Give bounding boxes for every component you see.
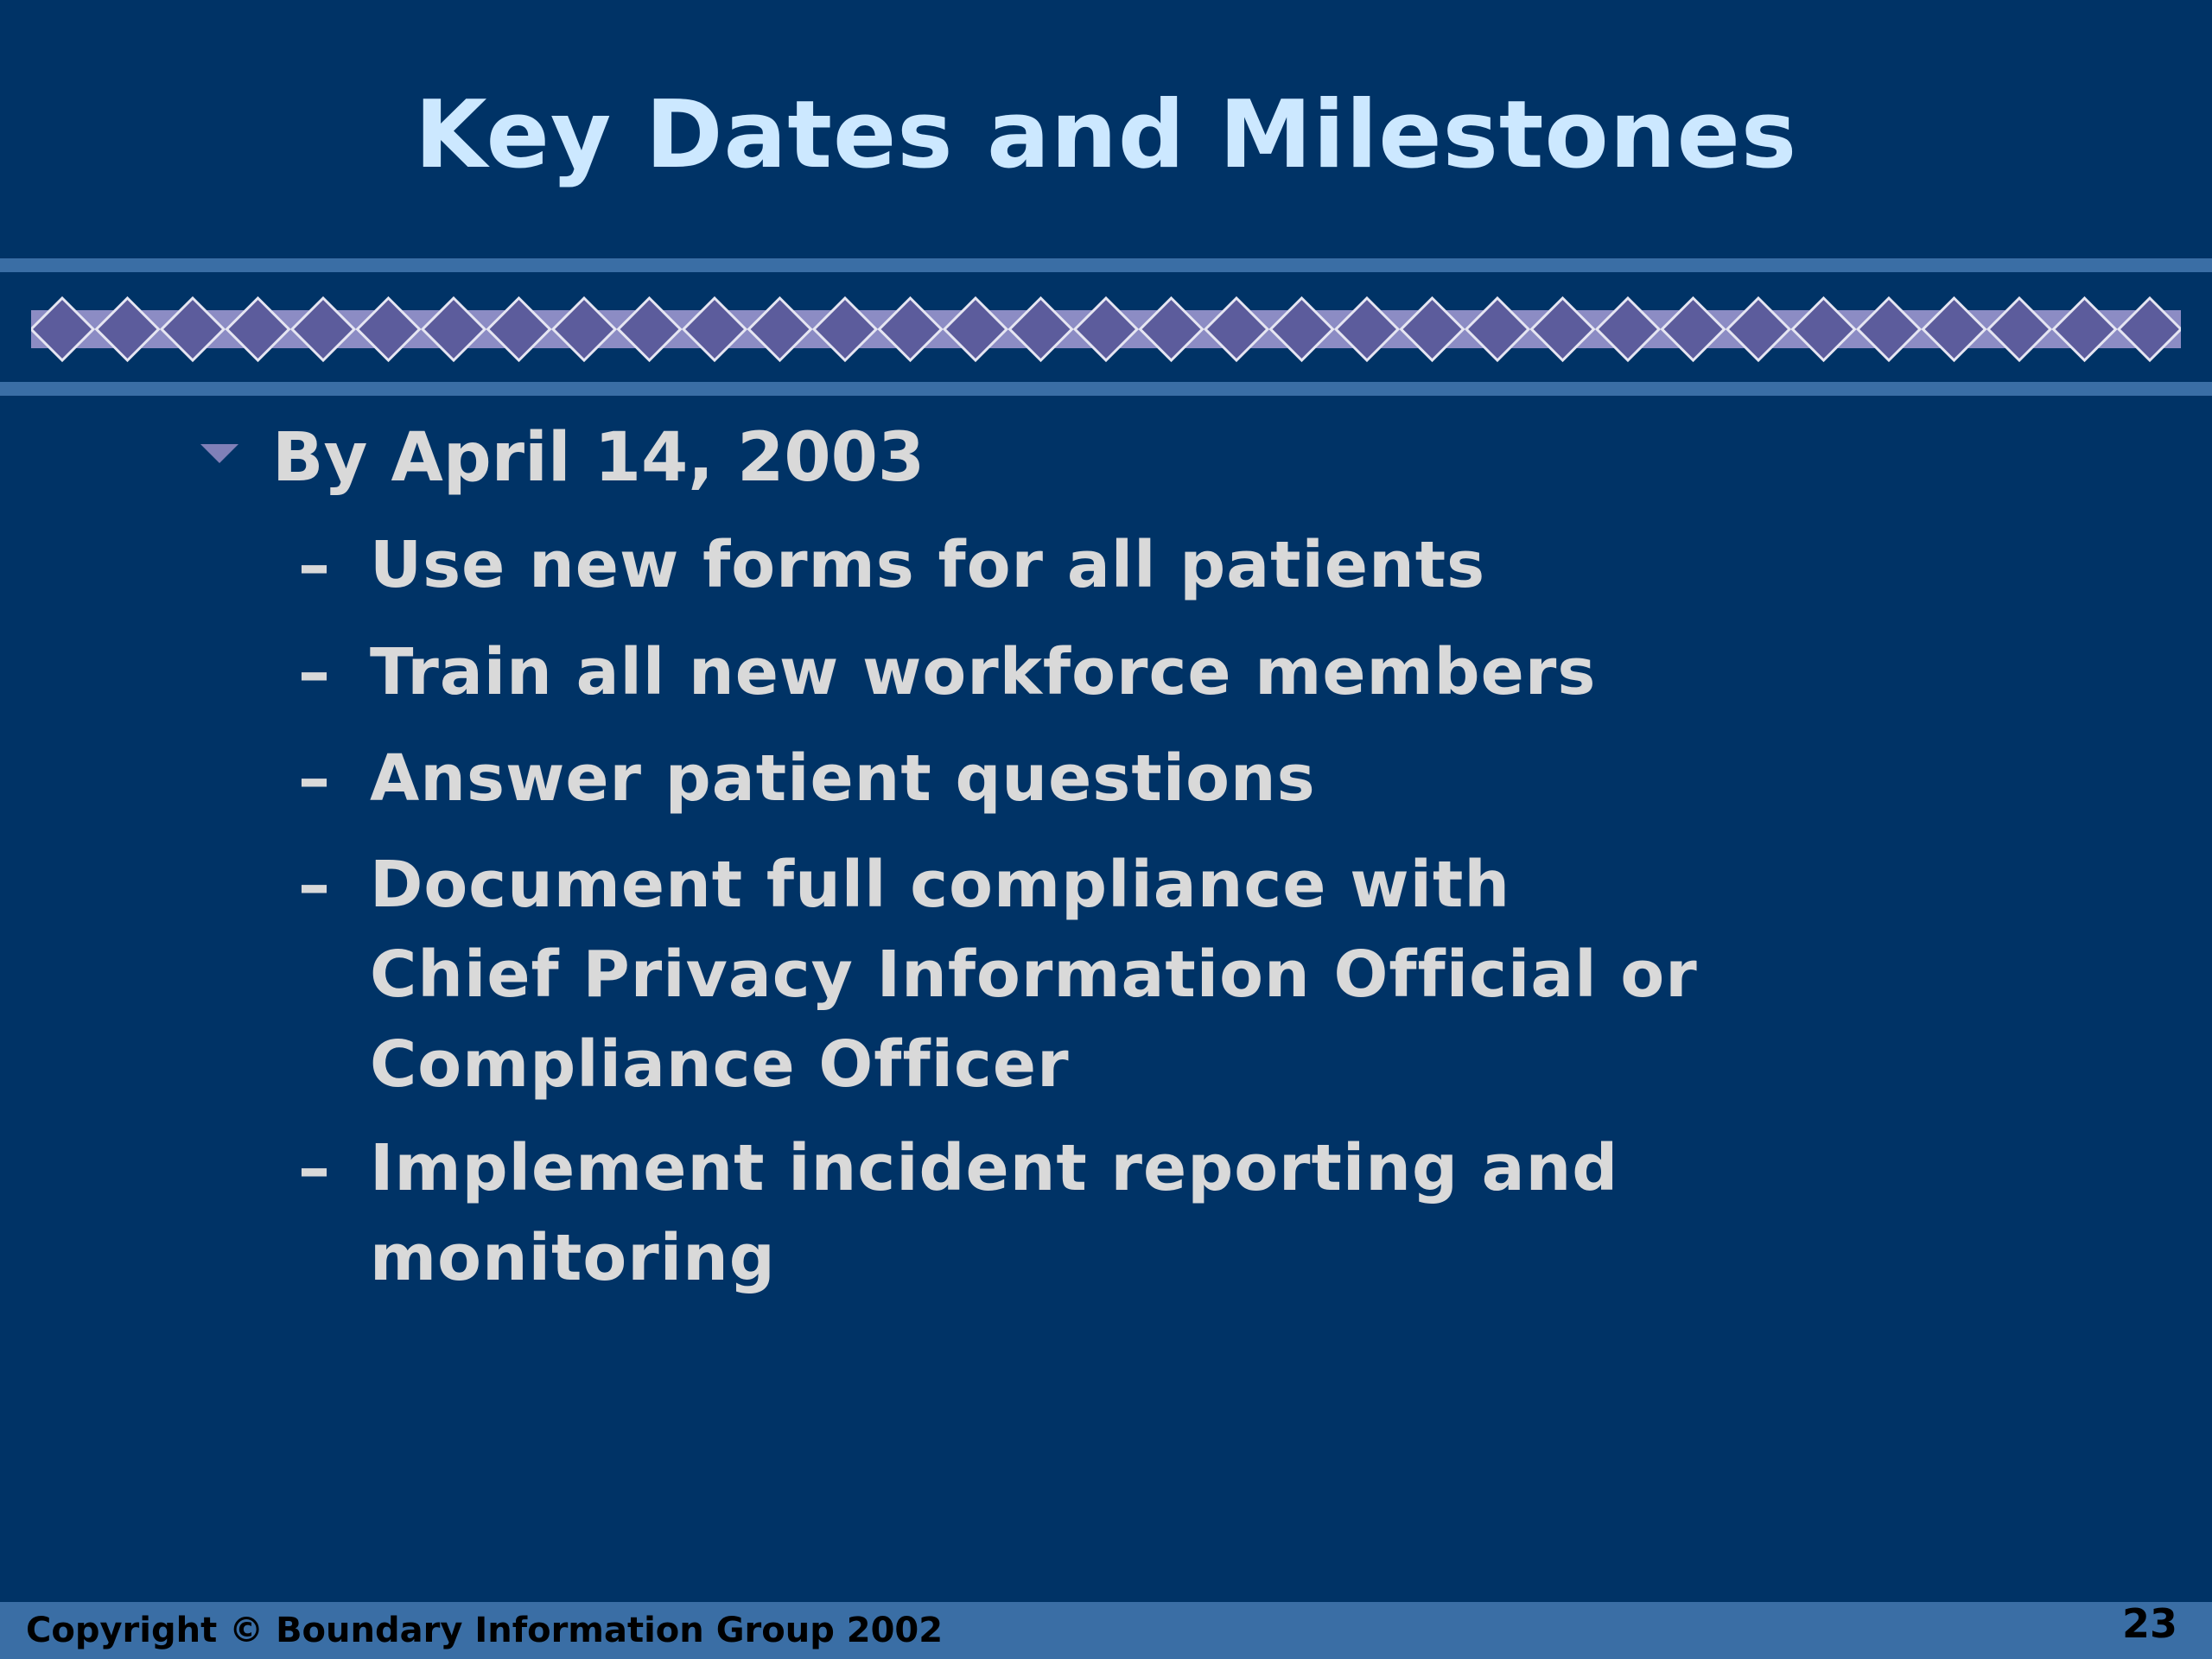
sub-item: Train all new workforce members — [370, 635, 1597, 709]
sub-item: Implement incident reporting and monitoring — [370, 1131, 1619, 1295]
page-number: 23 — [2121, 1600, 2177, 1647]
sub-item: Document full compliance with Chief Privacy Information Official or Compliance Officer — [370, 848, 1698, 1102]
sub-item: Use new forms for all patients — [370, 528, 1486, 602]
sub-item-dash: – — [298, 635, 330, 709]
sub-item-dash: – — [298, 741, 330, 816]
sub-item-dash: – — [298, 528, 330, 602]
sub-item-dash: – — [298, 848, 330, 922]
triangle-bullet-icon — [200, 444, 238, 463]
sub-item-dash: – — [298, 1131, 330, 1205]
footer-copyright: Copyright © Boundary Information Group 2002 — [26, 1611, 944, 1650]
bullet-level1: By April 14, 2003 — [272, 419, 925, 497]
slide-title: Key Dates and Milestones — [414, 81, 1798, 189]
sub-item: Answer patient questions — [370, 741, 1316, 816]
